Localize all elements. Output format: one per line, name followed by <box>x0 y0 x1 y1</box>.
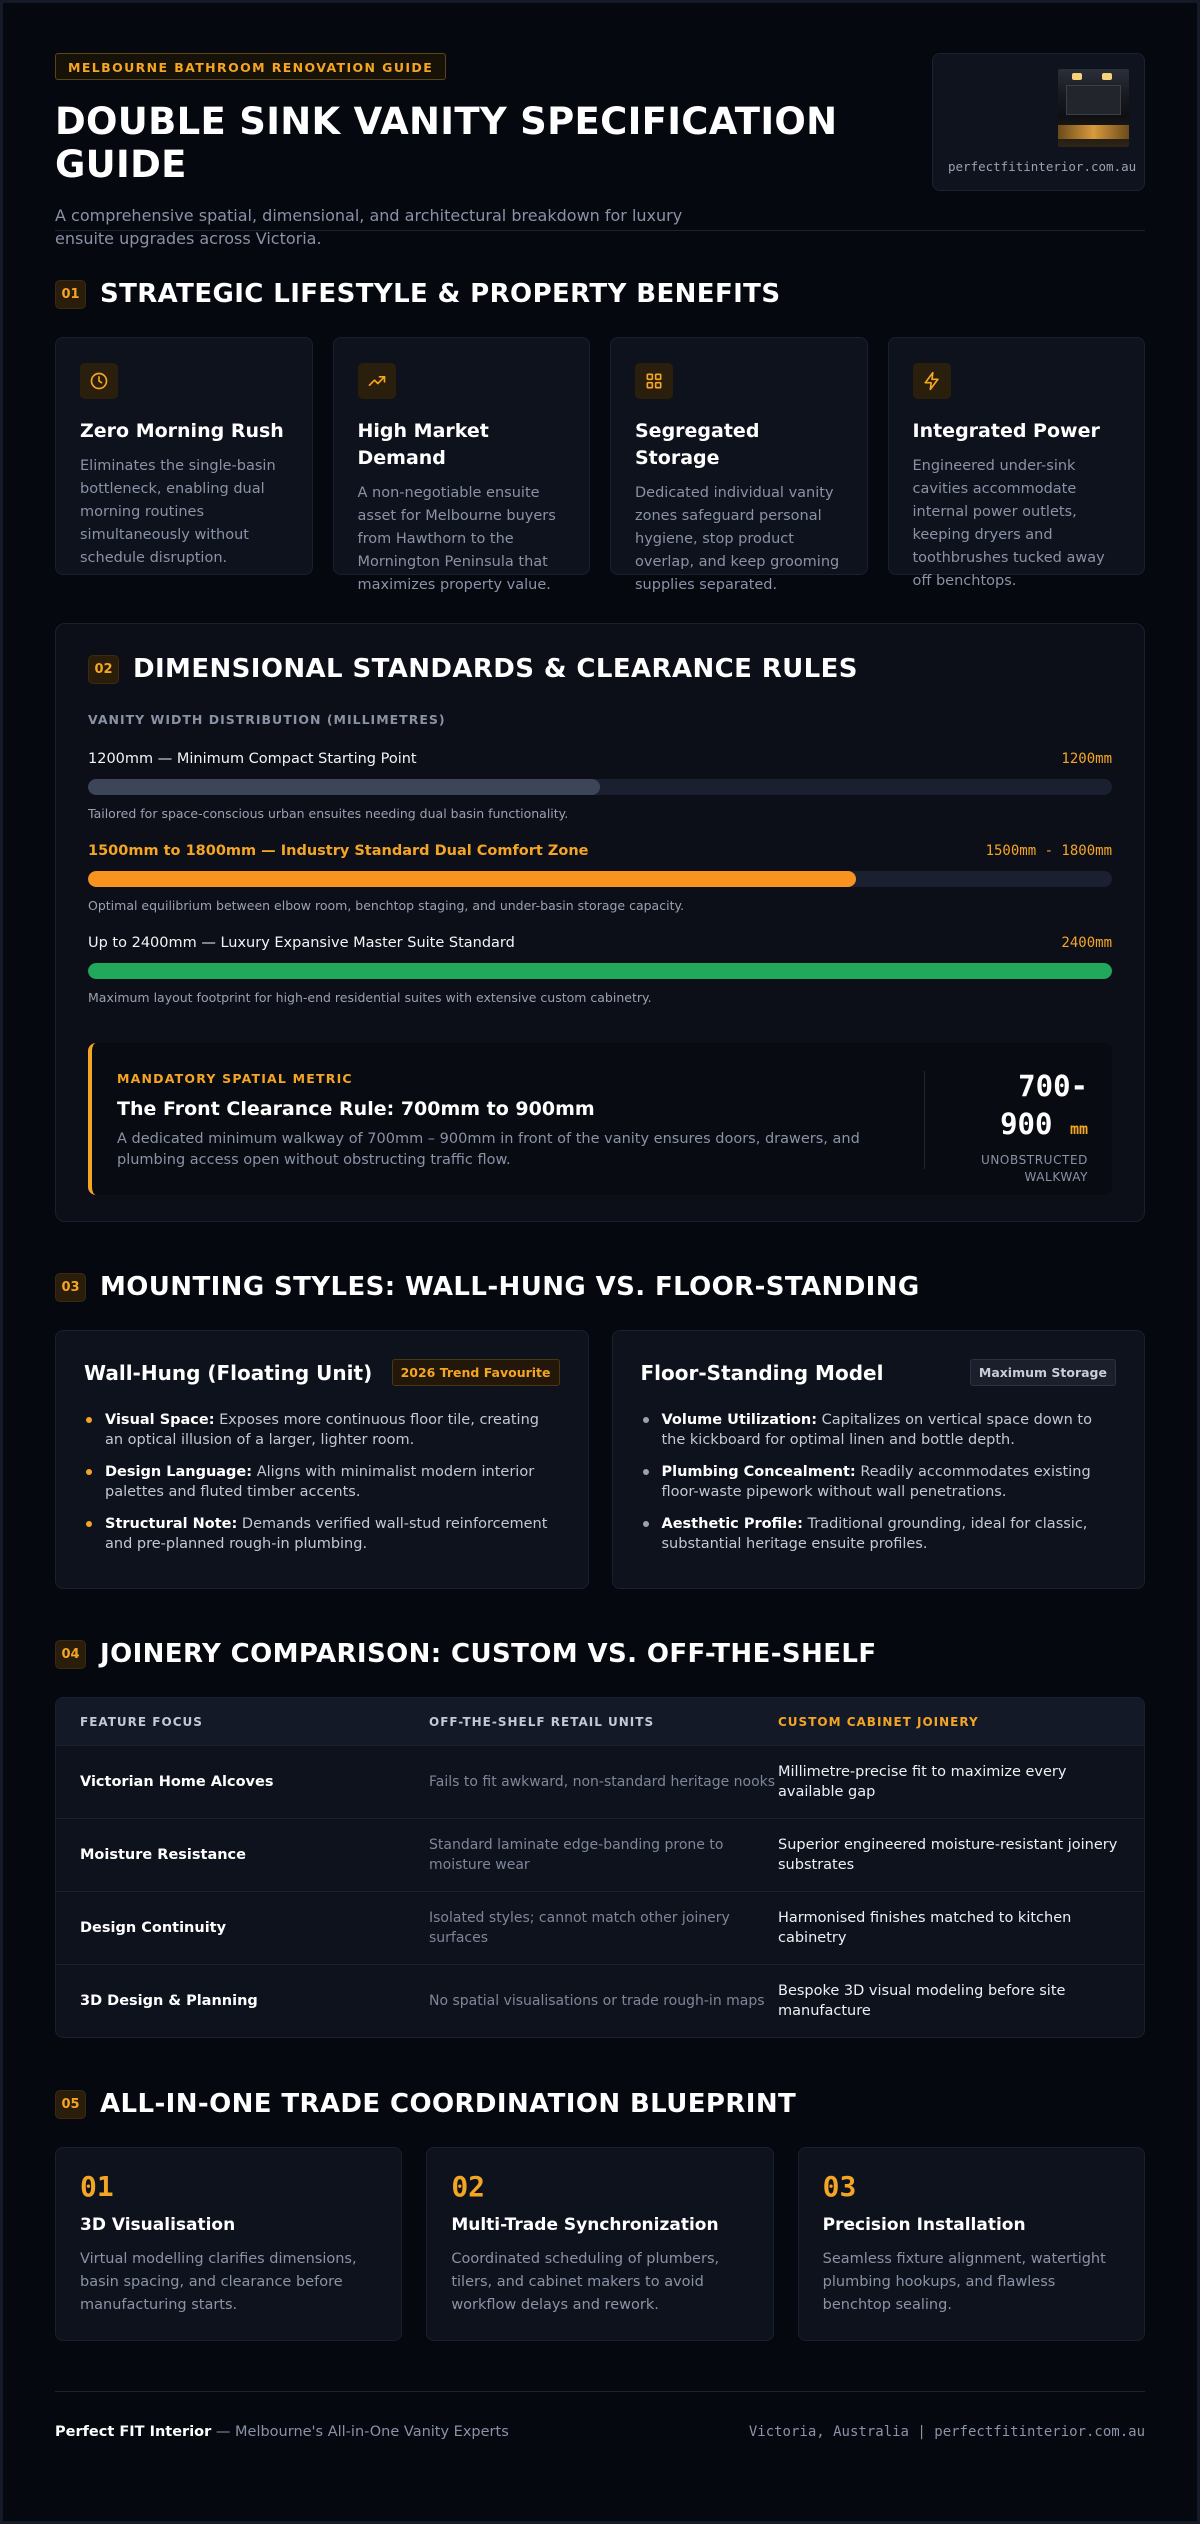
benefit-title: Zero Morning Rush <box>80 420 284 442</box>
trade-step-card <box>55 2147 402 2341</box>
bar-value: 1500mm - 1800mm <box>985 843 1112 859</box>
table-cell-custom: Harmonised finishes matched to kitchen cabinetry <box>778 1910 1072 1946</box>
table-header-row <box>56 1698 1144 1745</box>
mount-feature-list <box>84 1410 560 1554</box>
trending-up-icon <box>358 363 396 399</box>
step-number: 03 <box>822 2170 857 2203</box>
width-bar-1500-1800 <box>88 843 1112 913</box>
joinery-comparison-table <box>55 1697 1145 2038</box>
clearance-metric <box>925 1071 1088 1195</box>
vanity-thumbnail-image <box>1058 69 1129 147</box>
benefits-section-title: STRATEGIC LIFESTYLE & PROPERTY BENEFITS <box>100 279 781 309</box>
trade-step-card <box>798 2147 1145 2341</box>
footer-brand-name: Perfect FIT Interior <box>55 2424 212 2440</box>
section-number-badge: 03 <box>55 1273 86 1302</box>
joinery-section <box>55 1639 1145 2038</box>
table-row <box>56 1818 1144 1891</box>
table-cell-custom: Millimetre-precise fit to maximize every available gap <box>778 1764 1067 1800</box>
column-header: OFF-THE-SHELF RETAIL UNITS <box>429 1714 655 1729</box>
floor-standing-card <box>612 1330 1146 1589</box>
joinery-section-title: JOINERY COMPARISON: CUSTOM VS. OFF-THE-SHELF <box>100 1639 877 1669</box>
step-title: 3D Visualisation <box>80 2215 236 2235</box>
benefit-card-zero-morning-rush <box>55 337 313 575</box>
footer-location-url[interactable]: Victoria, Australia | perfectfitinterior.com.au <box>748 2424 1145 2440</box>
trade-coordination-section <box>55 2089 1145 2341</box>
brand-url[interactable]: perfectfitinterior.com.au <box>948 159 1137 174</box>
benefit-text: Eliminates the single-basin bottleneck, enabling dual morning routines simultaneously without schedule disruption. <box>80 458 276 566</box>
dimensions-section <box>55 623 1145 1222</box>
grid-icon <box>635 363 673 399</box>
mounting-section-title: MOUNTING STYLES: WALL-HUNG VS. FLOOR-STANDING <box>100 1272 920 1302</box>
footer-divider <box>55 2391 1145 2392</box>
table-cell-feature: Victorian Home Alcoves <box>80 1774 274 1790</box>
mount-title: Floor-Standing Model <box>640 1360 884 1385</box>
bar-fill <box>88 871 856 887</box>
width-bar-2400 <box>88 935 1112 1005</box>
dimensions-section-title: DIMENSIONAL STANDARDS & CLEARANCE RULES <box>133 654 858 684</box>
bar-label: 1500mm to 1800mm — Industry Standard Dual Comfort Zone <box>88 843 589 859</box>
clearance-description: A dedicated minimum walkway of 700mm – 900mm in front of the vanity ensures doors, drawers, and plumbing access open without obstructing traffic flow. <box>117 1131 860 1168</box>
table-cell-feature: Design Continuity <box>80 1920 227 1936</box>
list-item: Design Language: Aligns with minimalist modern interior palettes and fluted timber accents. <box>84 1462 560 1502</box>
bar-fill <box>88 779 600 795</box>
clearance-caption: UNOBSTRUCTED WALKWAY <box>980 1153 1088 1184</box>
table-cell-feature: 3D Design & Planning <box>80 1993 258 2009</box>
footer-tagline: — Melbourne's All-in-One Vanity Experts <box>211 2424 509 2440</box>
table-cell-off-the-shelf: No spatial visualisations or trade rough-in maps <box>429 1993 765 2009</box>
table-cell-feature: Moisture Resistance <box>80 1847 246 1863</box>
bar-label: Up to 2400mm — Luxury Expansive Master Suite Standard <box>88 935 515 951</box>
benefit-title: Segregated Storage <box>635 420 760 469</box>
step-number: 02 <box>451 2170 486 2203</box>
table-cell-off-the-shelf: Isolated styles; cannot match other joinery surfaces <box>429 1910 730 1946</box>
clearance-unit: mm <box>1069 1120 1088 1138</box>
section-number-badge: 04 <box>55 1640 86 1669</box>
step-title: Precision Installation <box>822 2215 1026 2235</box>
wall-hung-card <box>55 1330 589 1589</box>
list-item: Visual Space: Exposes more continuous floor tile, creating an optical illusion of a larger, lighter room. <box>84 1410 560 1450</box>
lightning-icon <box>913 363 951 399</box>
bar-track <box>88 779 1112 795</box>
trend-tag: 2026 Trend Favourite <box>392 1359 560 1386</box>
benefit-card-high-market-demand <box>333 337 591 593</box>
list-item: Structural Note: Demands verified wall-stud reinforcement and pre-planned rough-in plumbing. <box>84 1514 560 1554</box>
benefit-text: A non-negotiable ensuite asset for Melbourne buyers from Hawthorn to the Mornington Peninsula that maximizes property value. <box>357 485 556 593</box>
table-cell-custom: Bespoke 3D visual modeling before site manufacture <box>778 1983 1066 2019</box>
step-text: Virtual modelling clarifies dimensions, basin spacing, and clearance before manufacturing starts. <box>80 2251 357 2313</box>
bar-value: 2400mm <box>1061 935 1112 951</box>
clearance-title: The Front Clearance Rule: 700mm to 900mm <box>117 1098 595 1120</box>
width-bar-1200 <box>88 751 1112 821</box>
page-footer <box>55 2424 1145 2440</box>
benefit-text: Engineered under-sink cavities accommodate internal power outlets, keeping dryers and toothbrushes tucked away off benchtops. <box>912 458 1105 589</box>
clock-icon <box>80 363 118 399</box>
clearance-kicker: MANDATORY SPATIAL METRIC <box>117 1071 353 1086</box>
table-cell-off-the-shelf: Fails to fit awkward, non-standard heritage nooks <box>429 1774 776 1790</box>
step-title: Multi-Trade Synchronization <box>451 2215 719 2235</box>
section-number-badge: 02 <box>88 655 119 684</box>
step-text: Coordinated scheduling of plumbers, tilers, and cabinet makers to avoid workflow delays and rework. <box>451 2251 720 2313</box>
bar-track <box>88 963 1112 979</box>
column-header: CUSTOM CABINET JOINERY <box>778 1714 979 1729</box>
footer-brand <box>55 2424 509 2440</box>
benefit-title: High Market Demand <box>357 420 489 469</box>
trade-step-card <box>426 2147 773 2341</box>
page-title: DOUBLE SINK VANITY SPECIFICATION GUIDE <box>55 100 838 186</box>
table-row <box>56 1745 1144 1818</box>
clearance-metric-value: 700- 900 mm <box>1000 1069 1088 1141</box>
bar-fill <box>88 963 1112 979</box>
benefit-title: Integrated Power <box>912 420 1100 442</box>
section-number-badge: 05 <box>55 2090 86 2119</box>
bar-note: Optimal equilibrium between elbow room, benchtop staging, and under-basin storage capacity. <box>88 898 685 913</box>
benefits-section <box>55 279 1145 593</box>
front-clearance-callout <box>88 1043 1112 1195</box>
step-text: Seamless fixture alignment, watertight plumbing hookups, and flawless benchtop sealing. <box>822 2251 1106 2313</box>
bar-value: 1200mm <box>1061 751 1112 767</box>
list-item: Plumbing Concealment: Readily accommodates existing floor-waste pipework without wall penetrations. <box>641 1462 1117 1502</box>
benefit-card-integrated-power <box>888 337 1146 589</box>
table-row <box>56 1891 1144 1964</box>
bar-note: Maximum layout footprint for high-end residential suites with extensive custom cabinetry. <box>88 990 652 1005</box>
benefit-card-segregated-storage <box>610 337 868 593</box>
section-number-badge: 01 <box>55 280 86 309</box>
table-row <box>56 1964 1144 2037</box>
bar-track <box>88 871 1112 887</box>
bar-label: 1200mm — Minimum Compact Starting Point <box>88 751 417 767</box>
step-number: 01 <box>80 2170 114 2203</box>
benefit-text: Dedicated individual vanity zones safeguard personal hygiene, stop product overlap, and keep grooming supplies separated. <box>635 485 840 593</box>
guide-kicker-badge: MELBOURNE BATHROOM RENOVATION GUIDE <box>55 53 446 80</box>
header-text <box>55 53 932 248</box>
width-distribution-label: VANITY WIDTH DISTRIBUTION (MILLIMETRES) <box>88 712 446 727</box>
table-cell-off-the-shelf: Standard laminate edge-banding prone to moisture wear <box>429 1837 724 1873</box>
page-header <box>55 53 1145 248</box>
mounting-section <box>55 1272 1145 1589</box>
table-cell-custom: Superior engineered moisture-resistant joinery substrates <box>778 1837 1118 1873</box>
brand-logo-card[interactable] <box>932 53 1145 191</box>
column-header: FEATURE FOCUS <box>80 1714 203 1729</box>
mount-title: Wall-Hung (Floating Unit) <box>84 1360 373 1385</box>
mount-feature-list <box>641 1410 1117 1554</box>
trade-section-title: ALL-IN-ONE TRADE COORDINATION BLUEPRINT <box>100 2089 797 2119</box>
storage-tag: Maximum Storage <box>970 1359 1116 1386</box>
page-subtitle: A comprehensive spatial, dimensional, and architectural breakdown for luxury ensuite upgrades across Victoria. <box>55 206 683 248</box>
list-item: Aesthetic Profile: Traditional grounding, ideal for classic, substantial heritage ensuite profiles. <box>641 1514 1117 1554</box>
bar-note: Tailored for space-conscious urban ensuites needing dual basin functionality. <box>88 806 569 821</box>
list-item: Volume Utilization: Capitalizes on vertical space down to the kickboard for optimal linen and bottle depth. <box>641 1410 1117 1450</box>
